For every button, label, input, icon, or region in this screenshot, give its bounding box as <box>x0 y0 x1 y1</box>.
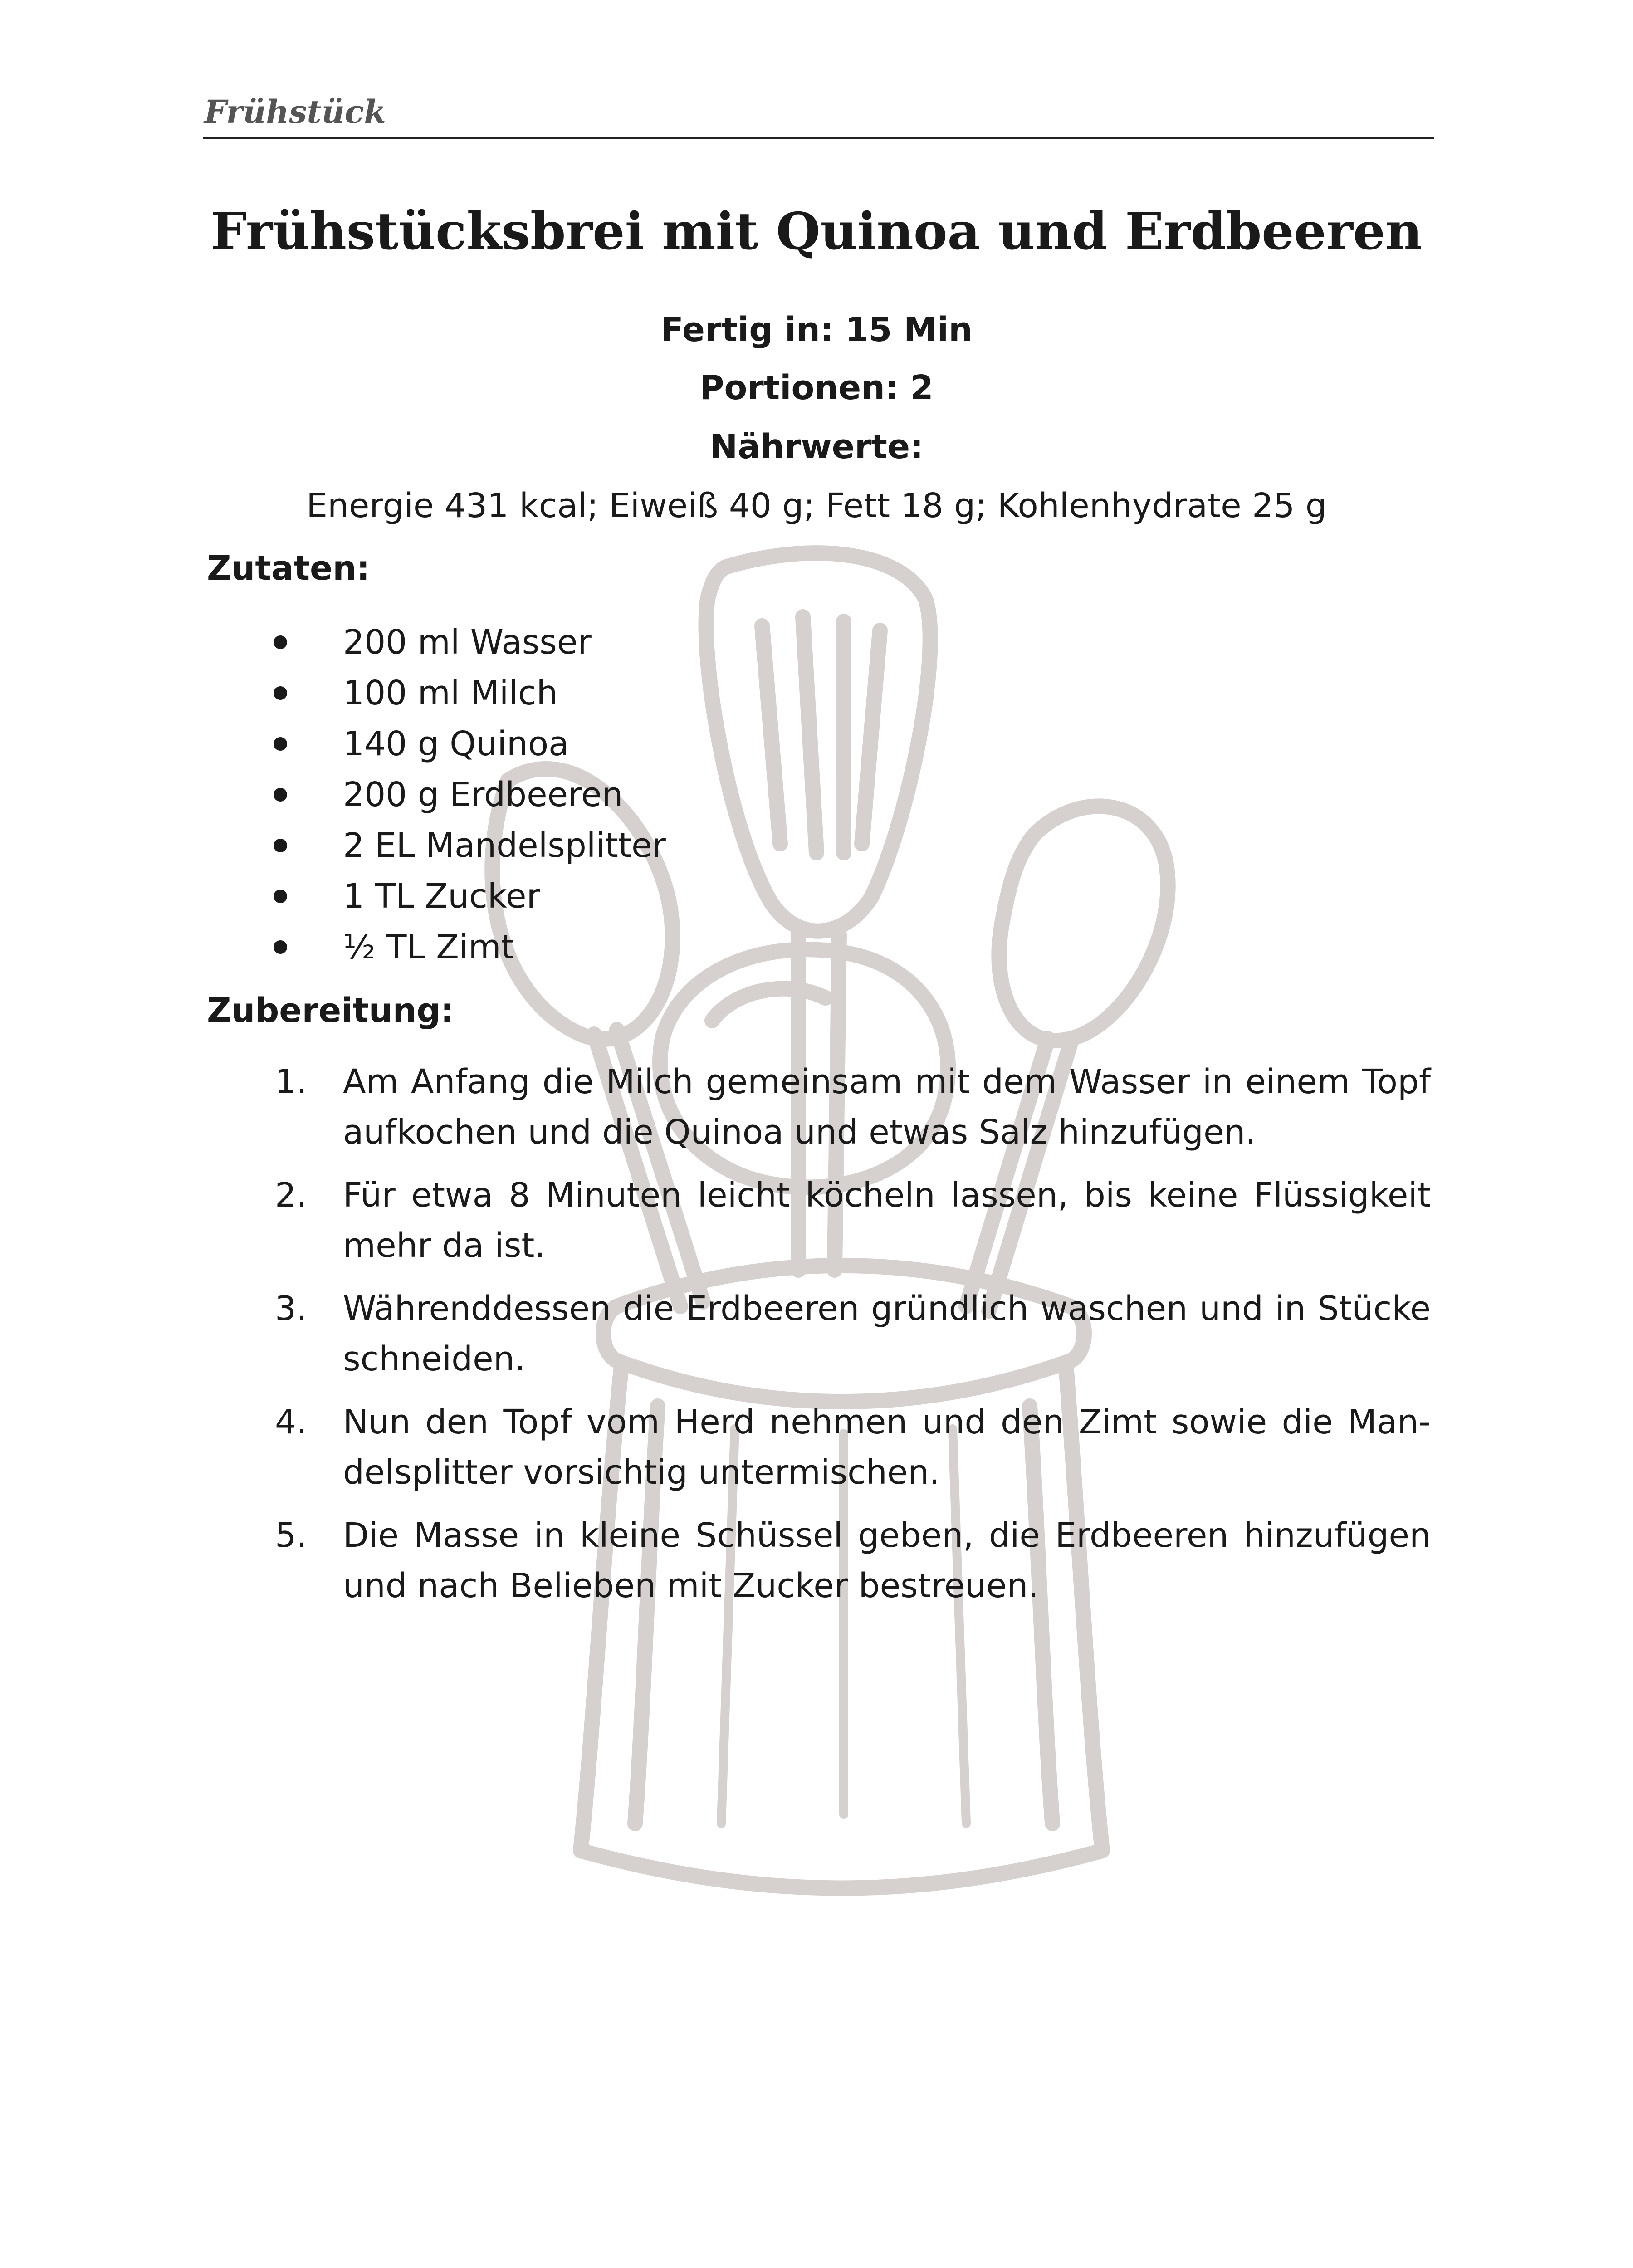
step-text: Die Masse in kleine Schüssel geben, die Erdbeeren hinzufügen und nach Belieben mit Zucker bestreuen. <box>343 1516 1431 1605</box>
step-item <box>0 1284 1633 1384</box>
prep-time: Fertig in: 15 Min <box>660 310 973 349</box>
ingredient-text: 200 g Erdbeeren <box>343 775 623 814</box>
ingredient-text: 200 ml Wasser <box>343 623 592 662</box>
step-number: 4. <box>275 1403 307 1442</box>
running-header-title: Frühstück <box>204 93 386 131</box>
bullet-icon <box>274 635 287 649</box>
preparation-steps <box>0 1057 1633 1624</box>
ingredients-list <box>0 617 1633 973</box>
ingredient-item <box>0 871 1633 922</box>
step-item <box>0 1057 1633 1158</box>
portions: Portionen: 2 <box>699 368 934 407</box>
header-rule <box>203 137 1434 139</box>
bullet-icon <box>274 686 287 700</box>
step-number: 3. <box>275 1289 307 1328</box>
ingredients-heading: Zutaten: <box>207 549 370 588</box>
ingredient-item <box>0 922 1633 973</box>
step-text: Nun den Topf vom Herd nehmen und den Zimt sowie die Man-delsplitter vorsichtig untermischen. <box>343 1403 1431 1492</box>
step-number: 1. <box>275 1062 307 1101</box>
step-text: Für etwa 8 Minuten leicht köcheln lassen, bis keine Flüssigkeit mehr da ist. <box>343 1176 1431 1265</box>
ingredient-item <box>0 617 1633 668</box>
bullet-icon <box>274 890 287 903</box>
step-text: Am Anfang die Milch gemeinsam mit dem Wasser in einem Topf aufkochen und die Quinoa und etwas Salz hinzufügen. <box>343 1062 1431 1152</box>
nutrition-label: Nährwerte: <box>709 427 924 466</box>
preparation-heading: Zubereitung: <box>207 991 454 1030</box>
step-item <box>0 1397 1633 1498</box>
bullet-icon <box>274 839 287 852</box>
ingredient-item <box>0 668 1633 719</box>
step-text: Währenddessen die Erdbeeren gründlich waschen und in Stücke schneiden. <box>343 1289 1431 1378</box>
step-number: 5. <box>275 1516 307 1555</box>
step-number: 2. <box>275 1176 307 1215</box>
ingredient-text: 1 TL Zucker <box>343 877 541 916</box>
bullet-icon <box>274 940 287 954</box>
step-item <box>0 1170 1633 1271</box>
ingredient-item <box>0 719 1633 769</box>
ingredient-text: 140 g Quinoa <box>343 724 569 763</box>
ingredient-item <box>0 769 1633 820</box>
ingredient-text: 2 EL Mandelsplitter <box>343 826 666 865</box>
bullet-icon <box>274 788 287 802</box>
step-item <box>0 1510 1633 1611</box>
bullet-icon <box>274 737 287 751</box>
ingredient-item <box>0 820 1633 871</box>
ingredient-text: 100 ml Milch <box>343 674 558 713</box>
recipe-title: Frühstücksbrei mit Quinoa und Erdbeeren <box>210 202 1423 261</box>
ingredient-text: ½ TL Zimt <box>343 928 514 967</box>
nutrition-values: Energie 431 kcal; Eiweiß 40 g; Fett 18 g; Kohlenhydrate 25 g <box>306 486 1327 525</box>
